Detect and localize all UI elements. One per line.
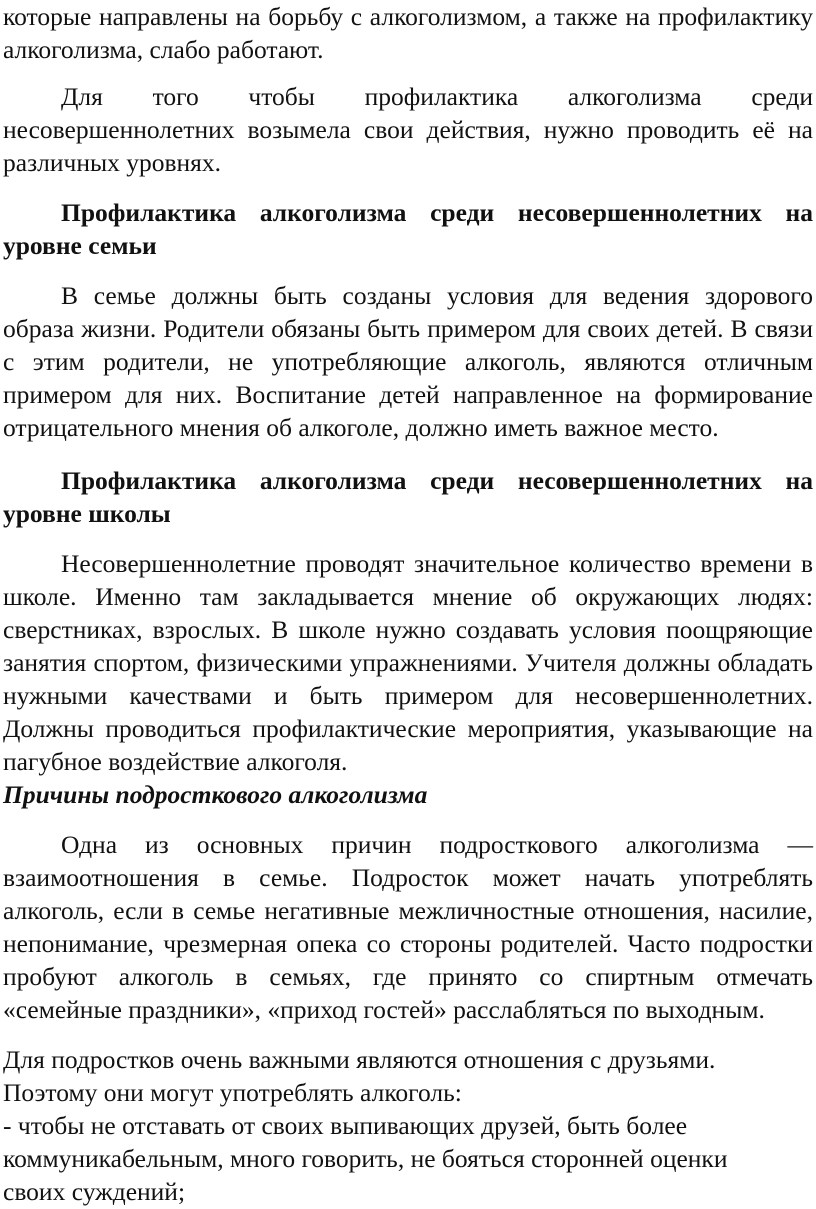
paragraph-school: Несовершеннолетние проводят значительное количество времени в школе. Именно там закладывается мнение об окружающих людях: сверстниках, взрослых. В школе нужно создавать условия поощряющие занятия спортом, физическими упражнениями. Учителя должны обладать нужными качествами и быть примером для несовершеннолетних. Должны проводиться профилактические мероприятия, указывающие на пагубное воздействие алкоголя.: [3, 549, 813, 776]
paragraph-intro-continuation: которые направлены на борьбу с алкоголизмом, а также на профилактику алкоголизма, слабо работают.: [3, 2, 813, 64]
paragraph-friends: [3, 1043, 813, 1208]
friends-line-5: своих суждений;: [3, 1177, 186, 1206]
paragraph-causes: Одна из основных причин подросткового алкоголизма — взаимоотношения в семье. Подросток может начать употреблять алкоголь, если в семье негативные межличностные отношения, насилие, непонимание, чрезмерная опека со стороны родителей. Часто подростки пробуют алкоголь в семьях, где принято со спиртным отмечать «семейные праздники», «приход гостей» расслабляться по выходным.: [3, 830, 813, 1024]
heading-causes: Причины подросткового алкоголизма: [3, 780, 428, 809]
paragraph-levels: Для того чтобы профилактика алкоголизма среди несовершеннолетних возымела свои действия, нужно проводить её на различных уровнях.: [3, 82, 813, 177]
heading-school-level: Профилактика алкоголизма среди несовершеннолетних на уровне школы: [3, 466, 813, 528]
friends-line-4: коммуникабельным, много говорить, не бояться сторонней оценки: [3, 1144, 728, 1173]
paragraph-family: В семье должны быть созданы условия для ведения здорового образа жизни. Родители обязаны быть примером для своих детей. В связи с этим родители, не употребляющие алкоголь, являются отличным примером для них. Воспитание детей направленное на формирование отрицательного мнения об алкоголе, должно иметь важное место.: [3, 281, 813, 442]
friends-line-3: - чтобы не отставать от своих выпивающих друзей, быть более: [3, 1111, 688, 1140]
friends-line-2: Поэтому они могут употреблять алкоголь:: [3, 1078, 462, 1107]
friends-line-1: Для подростков очень важными являются отношения с друзьями.: [3, 1045, 716, 1074]
heading-family-level: Профилактика алкоголизма среди несовершеннолетних на уровне семьи: [3, 198, 813, 260]
